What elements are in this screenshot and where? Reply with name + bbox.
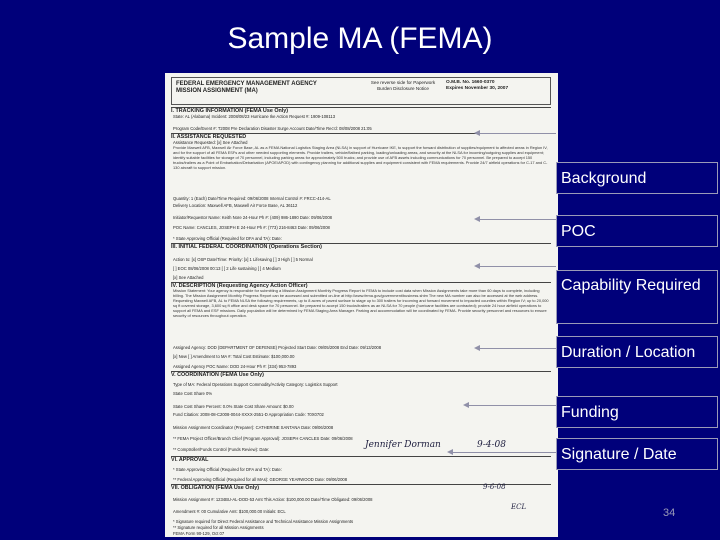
section-tracking: I. TRACKING INFORMATION (FEMA Use Only) <box>171 107 551 113</box>
callout-arrow <box>479 266 556 267</box>
mission-assignment-form <box>165 73 558 537</box>
section-coordination: V. COORDINATION (FEMA Use Only) <box>171 371 551 377</box>
obligation-date: 9-6-08 <box>483 483 506 491</box>
form-line: State Cost Share 0% <box>173 391 213 396</box>
callout-signature-date: Signature / Date <box>556 438 718 470</box>
callout-funding: Funding <box>556 396 718 428</box>
form-line: * Signature required for Direct Federal Assistance and Technical Assistance Mission Assignments <box>173 519 354 524</box>
omb-number: O.M.B. No. 1660-0370 <box>446 80 495 85</box>
form-line: Type of MA: Federal Operations Support Commodity/Activity Category: Logistics Support <box>173 382 338 387</box>
callout-capability: Capability Required <box>556 270 718 324</box>
callout-arrow <box>452 452 556 453</box>
callout-arrow <box>479 219 556 220</box>
section-obligation: VII. OBLIGATION (FEMA Use Only) <box>171 484 551 490</box>
callout-arrow <box>479 348 556 349</box>
form-line: Delivery Location: Maxwell AFB, Maxwell Air Force Base, AL 36112 <box>173 203 298 208</box>
form-line: ** Comptroller/Funds Control (Funds Review): Date: <box>173 447 270 452</box>
assistance-text: Provide Maxwell AFB, Maxwell Air Force Base, AL as a FEMA National Logistics Staging Area (NLSA) in support of Hurricane IKE, to support the forward distribution of supplies/equipment to affected areas in Region IV, and for the support of all FEMA ESFs and other needed supporting elements. Provide trailers, vehicle/flatbed parking, loading/unloading areas, and security at the NLSA for incoming/outgoing supplies and equipment; identify suitable facilities for storage of 70 personnel, including parking areas for approximately 500 trucks; and provide use of AFB assets including communications for 70 personnel. Be prepared to accept 150 trucks/trailers as a Point of Embarkation/Debarkation (APOE/APOD) with contingency planning for additional supplies and equipment consistent with FEMA requirements. Provide 24/7 airfield operations for C-17 and C-130 aircraft to support mission. <box>173 146 548 170</box>
burden-notice: See reverse side for Paperwork Burden Disclosure Notice <box>370 80 436 91</box>
form-line: Action to: [x] OSP Date/Time: Priority: [x] 1 Lifesaving [ ] 3 High [ ] 5 Normal <box>173 257 313 262</box>
form-line: ** Signature required for all Mission Assignments <box>173 525 264 530</box>
form-agency: FEDERAL EMERGENCY MANAGEMENT AGENCY MISSION ASSIGNMENT (MA) <box>176 81 346 95</box>
callout-duration-location: Duration / Location <box>556 336 718 368</box>
callout-arrow <box>479 133 556 134</box>
form-line: Mission Assignment #: 1234BU-AL-DOD-53 Amt This Action: $100,000.00 Date/Time Obligated: 09/06/2008 <box>173 497 373 502</box>
form-line: * State Approving Official (Required for DFA and TA): Date: <box>173 236 282 241</box>
form-line: Fund Citation: 2008-08-C2008-0044-XXXX-2551-D Appropriation Code: 70X0702 <box>173 412 324 417</box>
callout-background: Background <box>556 162 718 194</box>
expiration: Expires November 30, 2007 <box>446 85 509 91</box>
form-header <box>171 77 551 105</box>
form-line: [x] See Attached <box>173 275 204 280</box>
form-line: POC Name: CANCLES, JOSEPH E 24-Hour Ph #: (773) 216-8463 Date: 09/06/2008 <box>173 225 330 230</box>
signature-date: 9-4-08 <box>477 440 506 450</box>
callout-poc: POC <box>556 215 718 247</box>
form-line: State Cost Share Percent: 0.0% State Cost Share Amount: $0.00 <box>173 404 294 409</box>
section-assistance: II. ASSISTANCE REQUESTED <box>171 133 551 139</box>
form-line: Initiator/Requestor Name: Keith Nore 24-Hour Ph #: (409) 986-1890 Date: 09/06/2008 <box>173 215 332 220</box>
form-line: Assistance Requested: [x] See Attached <box>173 140 248 145</box>
form-line: Amendment #: 00 Cumulative Amt: $100,000.00 Initials: ECL <box>173 509 286 514</box>
form-line: ** Federal Approving Official (Required for all MAs): GEORGE YEARWOOD Date: 09/06/2008 <box>173 477 348 482</box>
form-line: Mission Assignment Coordinator (Preparer): CATHERINE SANTANA Date: 09/06/2008 <box>173 425 334 430</box>
slide-title: Sample MA (FEMA) <box>227 22 493 55</box>
form-line: [ ] EOC 08/06/2008 00:13 [ ] 2 Life sustaining [ ] 4 Medium <box>173 266 281 271</box>
section-coordination-initial: III. INITIAL FEDERAL COORDINATION (Operations Section) <box>171 243 551 249</box>
section-approval: VI. APPROVAL <box>171 456 551 462</box>
form-line: Program Code/Event #: T2008 Pre Declaration Disaster Surge Account Date/Time Rec'd: 08/08/2008 21:05 <box>173 126 372 131</box>
form-line: State: AL (Alabama) Incident: 2008/08/23 Hurricane Ike Action Request #: 1909-108113 <box>173 114 336 119</box>
form-line: Assigned Agency POC Name: DOD 24-Hour Ph #: (334) 953-7893 <box>173 364 297 369</box>
form-line: Assigned Agency: DOD (DEPARTMENT OF DEFENSE) Projected Start Date: 09/05/2008 End Date: 09/13/2008 <box>173 345 382 350</box>
obligation-initials: ECL <box>511 503 527 511</box>
callout-arrow <box>468 405 556 406</box>
section-description: IV. DESCRIPTION (Requesting Agency Action Officer) <box>171 282 551 288</box>
form-line: [x] New [ ] Amendment to MA #: Total Cost Estimate: $100,000.00 <box>173 354 295 359</box>
form-line: Quantity: 1 (Each) Date/Time Required: 09/06/2008 Internal Control #: FRCC-414-AL <box>173 196 331 201</box>
form-line: * State Approving Official (Required for DFA and TA): Date: <box>173 467 282 472</box>
form-line: ** FEMA Project Officer/Branch Chief (Program Approval): JOSEPH CANCLES Date: 09/06/2008 <box>173 436 353 441</box>
form-name: MISSION ASSIGNMENT (MA) <box>176 88 258 94</box>
signature: Jennifer Dorman <box>365 440 441 450</box>
description-text: Mission Statement: Your agency is responsible for submitting a Mission Assignment Monthly Progress Report to FEMA to include cost data when Mission Assignments take more than 60 days to complete, including billing. The Mission Assignment Monthly Progress Report can be accessed and submitted on-line at http://www.fema.gov/government/business.shtm The new MA number can also be accessed at the web address. Requesting Maxwell AFB, AL to FEMA NLSA the following requirements, up to 8 acres of paved surface to stage up to 300 trailers for incoming and forward movement to impacted counties within Region IV; up to 20,000 sq ft covered storage, 3,600 sq ft office and desk space for 70 personnel. Be prepared to accept 150 trucks/trailers as an NLSA for 70 people (hurricane facilities are contracted); provide 24 hour airfield operations to support all FEMA and ESF missions. Daily population will be determined by FEMA Staging Area Manager. Parking and accommodation will be coordinated by FEMA. Provide security personnel and resources to ensure security of resources throughout operation. <box>173 289 549 318</box>
form-footer: FEMA Form 90-129, Oct 07 <box>173 531 225 536</box>
page-number: 34 <box>663 507 676 519</box>
omb-block <box>446 80 546 91</box>
